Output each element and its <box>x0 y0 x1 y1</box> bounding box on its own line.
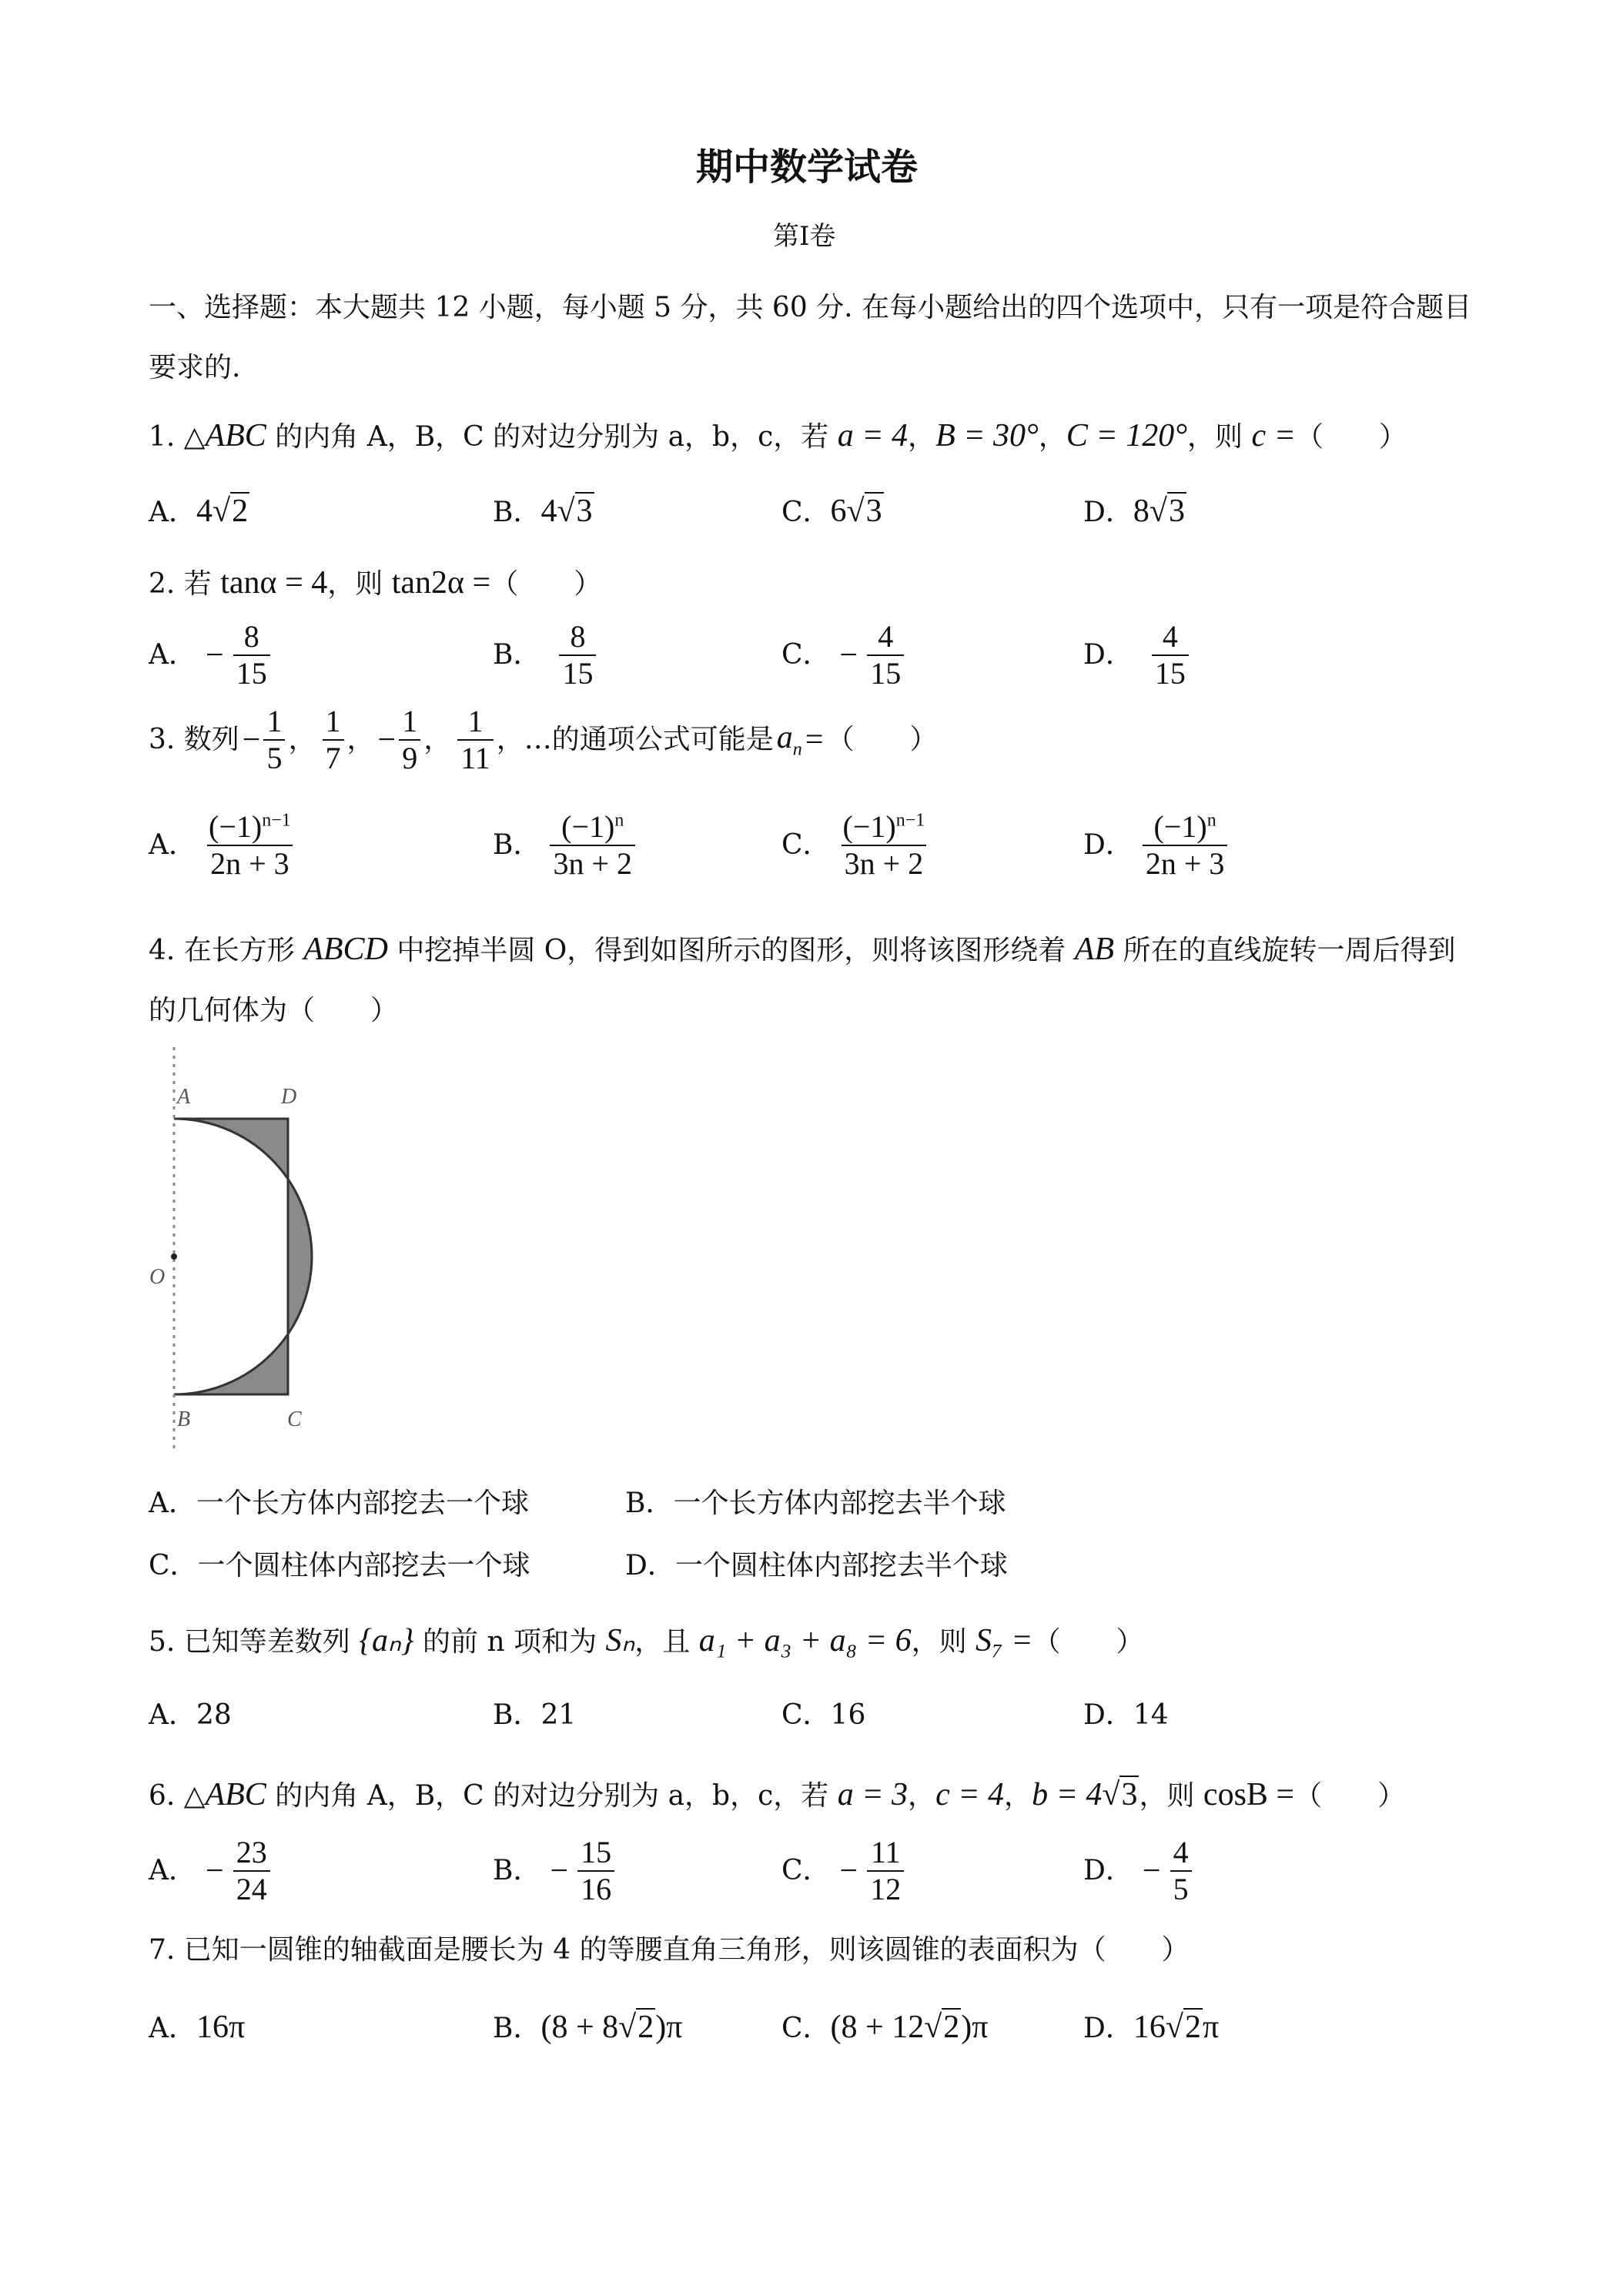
q3-ask-sub: n <box>792 739 802 760</box>
question-4-line2: 的几何体为（ ） <box>149 995 399 1026</box>
fraction-denominator: 3n + 2 <box>550 845 635 880</box>
q2-mid: ，则 <box>327 568 392 600</box>
question-3 <box>149 705 937 775</box>
q5-option-b <box>493 1699 577 1731</box>
option-text: )π <box>961 2010 989 2045</box>
option-label: A． <box>149 1855 196 1886</box>
fraction-numerator: 1 <box>467 704 484 738</box>
option-label: D． <box>1083 1855 1133 1886</box>
section-heading: 第I卷 <box>773 221 836 252</box>
q7-option-c: C．(8 + 12√2)π <box>781 2010 989 2045</box>
q1-ask: c = <box>1251 418 1296 454</box>
option-text: )π <box>655 2010 683 2045</box>
sequence-term <box>323 705 344 775</box>
fraction-numerator: (−1) <box>1153 809 1207 844</box>
answer-blank: （ ） <box>1295 421 1407 453</box>
q6-option-c <box>781 1836 904 1906</box>
q1-option-b: B．4√3 <box>493 494 593 529</box>
option-text: 16 <box>1133 2010 1166 2045</box>
option-text: 16π <box>196 2010 246 2045</box>
term-separator: ， <box>423 724 452 755</box>
option-text: 21 <box>540 1699 577 1731</box>
fraction-denominator: 15 <box>559 654 596 690</box>
option-radicand: 2 <box>637 2010 654 2045</box>
term-separator: ， <box>346 724 375 755</box>
q5-text: ，则 <box>911 1626 976 1658</box>
q6-sep: ， <box>908 1780 936 1812</box>
q1-cond-b: B = 30° <box>935 418 1039 454</box>
option-text: 28 <box>196 1699 232 1731</box>
option-label: A． <box>149 1488 196 1519</box>
option-coef: 8 <box>1133 494 1149 529</box>
fraction-numerator: 8 <box>570 619 586 654</box>
sequence-term <box>457 705 494 775</box>
label-c: C <box>287 1407 302 1431</box>
option-fraction <box>1152 621 1189 690</box>
q3-ask-base: a <box>776 719 793 755</box>
option-label: C． <box>781 639 831 671</box>
option-coef: 4 <box>196 494 212 529</box>
sequence-term <box>263 705 285 775</box>
fraction-numerator: 15 <box>581 1835 612 1869</box>
option-fraction <box>867 1836 904 1906</box>
option-text: 一个圆柱体内部挖去一个球 <box>197 1550 530 1581</box>
q1-option-c: C．6√3 <box>781 494 882 529</box>
option-label: A． <box>149 497 196 528</box>
q1-tail: ，则 <box>1187 421 1252 453</box>
option-fraction <box>577 1836 614 1906</box>
question-2 <box>149 567 601 599</box>
fraction-numerator: (−1) <box>842 809 896 844</box>
q6-text: 的内角 A，B，C 的对边分别为 a，b，c，若 <box>266 1780 838 1812</box>
option-text: 一个圆柱体内部挖去半个球 <box>674 1550 1008 1581</box>
q3-option-b <box>493 811 635 880</box>
q2-option-a <box>149 621 270 690</box>
answer-blank: （ ） <box>490 568 602 600</box>
option-label: A． <box>149 829 196 861</box>
fraction-numerator: 1 <box>402 704 418 738</box>
q6-ask: cosB = <box>1203 1777 1295 1812</box>
q4-option-b <box>625 1490 1006 1518</box>
option-label: B． <box>493 829 541 861</box>
option-radicand: 2 <box>1184 2010 1201 2045</box>
option-fraction <box>550 811 635 880</box>
q1-sep: ， <box>908 421 936 453</box>
question-4-line1 <box>149 933 1456 966</box>
option-coef: 6 <box>830 494 847 529</box>
q6-cond-c: c = 4 <box>935 1777 1005 1812</box>
option-label: C． <box>781 829 831 861</box>
question-5 <box>149 1625 1144 1657</box>
option-coef: 4 <box>540 494 557 529</box>
label-o: O <box>149 1265 166 1289</box>
option-label: A． <box>149 639 196 671</box>
option-radicand: 3 <box>576 494 593 529</box>
fraction-numerator: (−1) <box>561 809 615 844</box>
option-fraction <box>206 811 294 880</box>
term-sign: − <box>377 722 397 758</box>
q4-option-c <box>149 1552 530 1580</box>
q6-option-b <box>493 1836 614 1906</box>
q5-text: ，且 <box>634 1626 699 1658</box>
exponent: n−1 <box>262 810 291 831</box>
q1-prefix: 1. △ <box>149 421 206 453</box>
fraction-denominator: 7 <box>323 739 344 775</box>
option-sign: − <box>206 1853 224 1889</box>
answer-blank: （ ） <box>1032 1626 1144 1658</box>
q4-text: 4. 在长方形 <box>149 935 304 966</box>
q2-ask: tan2α = <box>391 565 491 601</box>
option-text: π <box>1202 2010 1220 2045</box>
q3-option-c <box>781 811 928 880</box>
exponent: n−1 <box>895 810 925 831</box>
option-fraction <box>1143 811 1228 880</box>
q4-option-a <box>149 1490 529 1518</box>
term-separator: ， <box>288 724 316 755</box>
option-radicand: 2 <box>943 2010 960 2045</box>
option-text: 16 <box>830 1699 866 1731</box>
q1-cond-c: C = 120° <box>1066 418 1188 454</box>
q4-text: 中挖掉半圆 O，得到如图所示的图形，则将该图形绕着 <box>387 935 1075 966</box>
page-title: 期中数学试卷 <box>696 146 919 189</box>
q3-tail: ，…的通项公式可能是 <box>496 724 774 755</box>
exponent: n <box>614 810 624 831</box>
fraction-denominator: 5 <box>263 739 285 775</box>
question-7: 7. 已知一圆锥的轴截面是腰长为 4 的等腰直角三角形，则该圆锥的表面积为（ ） <box>149 1934 1190 1966</box>
q5-ask: S₇ = <box>975 1623 1033 1658</box>
q1-triangle: ABC <box>205 418 266 454</box>
center-point <box>171 1253 177 1260</box>
option-text: (8 + 8 <box>540 2010 619 2045</box>
option-label: D． <box>1083 497 1133 528</box>
option-label: D． <box>625 1550 675 1581</box>
fraction-numerator: 1 <box>266 704 283 738</box>
fraction-numerator: 11 <box>870 1835 901 1869</box>
fraction-denominator: 16 <box>577 1870 614 1906</box>
fraction-numerator: 23 <box>236 1835 267 1869</box>
fraction-denominator: 2n + 3 <box>207 845 293 880</box>
option-label: A． <box>149 1699 196 1731</box>
q4-axis-name: AB <box>1074 932 1115 967</box>
option-label: B． <box>493 497 541 528</box>
instructions-line2: 要求的. <box>149 352 241 383</box>
option-label: A． <box>149 2013 196 2044</box>
option-label: B． <box>493 639 541 671</box>
option-text: (8 + 12 <box>830 2010 925 2045</box>
q1-sep: ， <box>1038 421 1066 453</box>
option-label: C． <box>781 2013 831 2044</box>
q3-ask-eq: = <box>805 722 824 758</box>
option-fraction <box>233 1836 270 1906</box>
answer-blank: （ ） <box>1294 1780 1406 1812</box>
q5-text: 的前 n 项和为 <box>413 1626 606 1658</box>
option-label: B． <box>625 1488 674 1519</box>
q5-cond: a₁ + a₃ + a₈ = 6 <box>698 1623 912 1658</box>
shaded-region <box>174 1119 312 1394</box>
option-text: 一个长方体内部挖去半个球 <box>673 1488 1006 1519</box>
fraction-numerator: 8 <box>243 619 259 654</box>
instructions-line1: 一、选择题：本大题共 12 小题，每小题 5 分，共 60 分. 在每小题给出的四个选项中，只有一项是符合题目 <box>149 292 1472 323</box>
option-fraction <box>840 811 929 880</box>
fraction-numerator: 4 <box>1173 1835 1189 1869</box>
q6-option-a <box>149 1836 270 1906</box>
fraction-numerator: 4 <box>878 619 894 654</box>
option-sign: − <box>839 1853 858 1889</box>
option-text: 一个长方体内部挖去一个球 <box>196 1488 530 1519</box>
option-label: B． <box>493 1855 541 1886</box>
option-fraction <box>867 621 904 690</box>
q5-prefix: 5. 已知等差数列 <box>149 1626 360 1658</box>
q6-cond-a: a = 3 <box>837 1777 909 1812</box>
q5-sequence: {aₙ} <box>359 1623 414 1658</box>
q2-option-b <box>493 621 596 690</box>
q7-option-b: B．(8 + 8√2)π <box>493 2010 683 2045</box>
option-label: B． <box>493 1699 541 1731</box>
q5-option-a <box>149 1699 232 1731</box>
q6-triangle: ABC <box>205 1777 266 1812</box>
q1-option-a: A．4√2 <box>149 494 249 529</box>
question-6: 6. △ABC 的内角 A，B，C 的对边分别为 a，b，c，若 a = 3，c = 4，b = 4√3，则 cosB =（ ） <box>149 1777 1406 1812</box>
option-radicand: 2 <box>232 494 249 529</box>
q3-option-a <box>149 811 294 880</box>
option-fraction <box>233 621 270 690</box>
option-fraction <box>1170 1836 1192 1906</box>
fraction-denominator: 11 <box>457 739 494 775</box>
q4-rect-name: ABCD <box>303 932 388 967</box>
fraction-denominator: 15 <box>233 654 270 690</box>
fraction-denominator: 9 <box>399 739 420 775</box>
q1-option-d: D．8√3 <box>1083 494 1185 529</box>
option-label: C． <box>781 497 831 528</box>
q4-text: 所在的直线旋转一周后得到 <box>1114 935 1456 966</box>
q6-tail: ，则 <box>1139 1780 1203 1812</box>
option-sign: − <box>1142 1853 1161 1889</box>
fraction-denominator: 24 <box>233 1870 270 1906</box>
q7-option-d: D．16√2π <box>1083 2010 1220 2045</box>
q2-option-d <box>1083 621 1189 690</box>
option-label: C． <box>781 1699 831 1731</box>
q7-option-a <box>149 2011 245 2043</box>
sequence-term <box>399 705 420 775</box>
question-1 <box>149 420 1407 452</box>
option-label: D． <box>1083 1699 1133 1731</box>
fraction-denominator: 15 <box>867 654 904 690</box>
q4-option-d <box>625 1552 1008 1580</box>
fraction-denominator: 5 <box>1170 1870 1192 1906</box>
exponent: n <box>1206 810 1216 831</box>
q6-option-d <box>1083 1836 1192 1906</box>
option-sign: − <box>206 638 224 673</box>
q2-cond: tanα = 4 <box>220 565 328 601</box>
option-label: B． <box>493 2013 541 2044</box>
option-fraction <box>559 621 596 690</box>
option-label: C． <box>781 1855 831 1886</box>
q6-prefix: 6. △ <box>149 1780 206 1812</box>
option-text: 14 <box>1133 1699 1169 1731</box>
q4-figure <box>146 1043 346 1455</box>
q1-text: 的内角 A，B，C 的对边分别为 a，b，c，若 <box>266 421 838 453</box>
fraction-numerator: 1 <box>325 704 341 738</box>
option-radicand: 3 <box>865 494 882 529</box>
term-sign: − <box>242 722 261 758</box>
option-label: D． <box>1083 639 1133 671</box>
q2-option-c <box>781 621 904 690</box>
fraction-denominator: 12 <box>867 1870 904 1906</box>
q6-sep: ， <box>1004 1780 1032 1812</box>
label-a: A <box>177 1085 191 1109</box>
option-label: D． <box>1083 829 1133 861</box>
q3-prefix: 3. 数列 <box>149 724 239 755</box>
answer-blank: （ ） <box>826 724 938 755</box>
label-d: D <box>281 1085 297 1109</box>
label-b: B <box>177 1407 191 1431</box>
q5-option-c <box>781 1699 866 1731</box>
option-radicand: 3 <box>1168 494 1185 529</box>
option-label: C． <box>149 1550 198 1581</box>
q6-radicand: 3 <box>1121 1777 1138 1812</box>
q2-prefix: 2. 若 <box>149 568 221 600</box>
option-label: D． <box>1083 2013 1133 2044</box>
q5-sum: Sₙ <box>605 1623 635 1658</box>
fraction-denominator: 3n + 2 <box>842 845 927 880</box>
q3-option-d <box>1083 811 1227 880</box>
option-sign: − <box>550 1853 569 1889</box>
q6-cond-b: b = 4 <box>1032 1777 1103 1812</box>
fraction-numerator: 4 <box>1162 619 1178 654</box>
fraction-denominator: 15 <box>1152 654 1189 690</box>
option-sign: − <box>839 638 858 673</box>
fraction-denominator: 2n + 3 <box>1143 845 1228 880</box>
q5-option-d <box>1083 1699 1169 1731</box>
fraction-numerator: (−1) <box>209 809 263 844</box>
q1-cond-a: a = 4 <box>837 418 909 454</box>
